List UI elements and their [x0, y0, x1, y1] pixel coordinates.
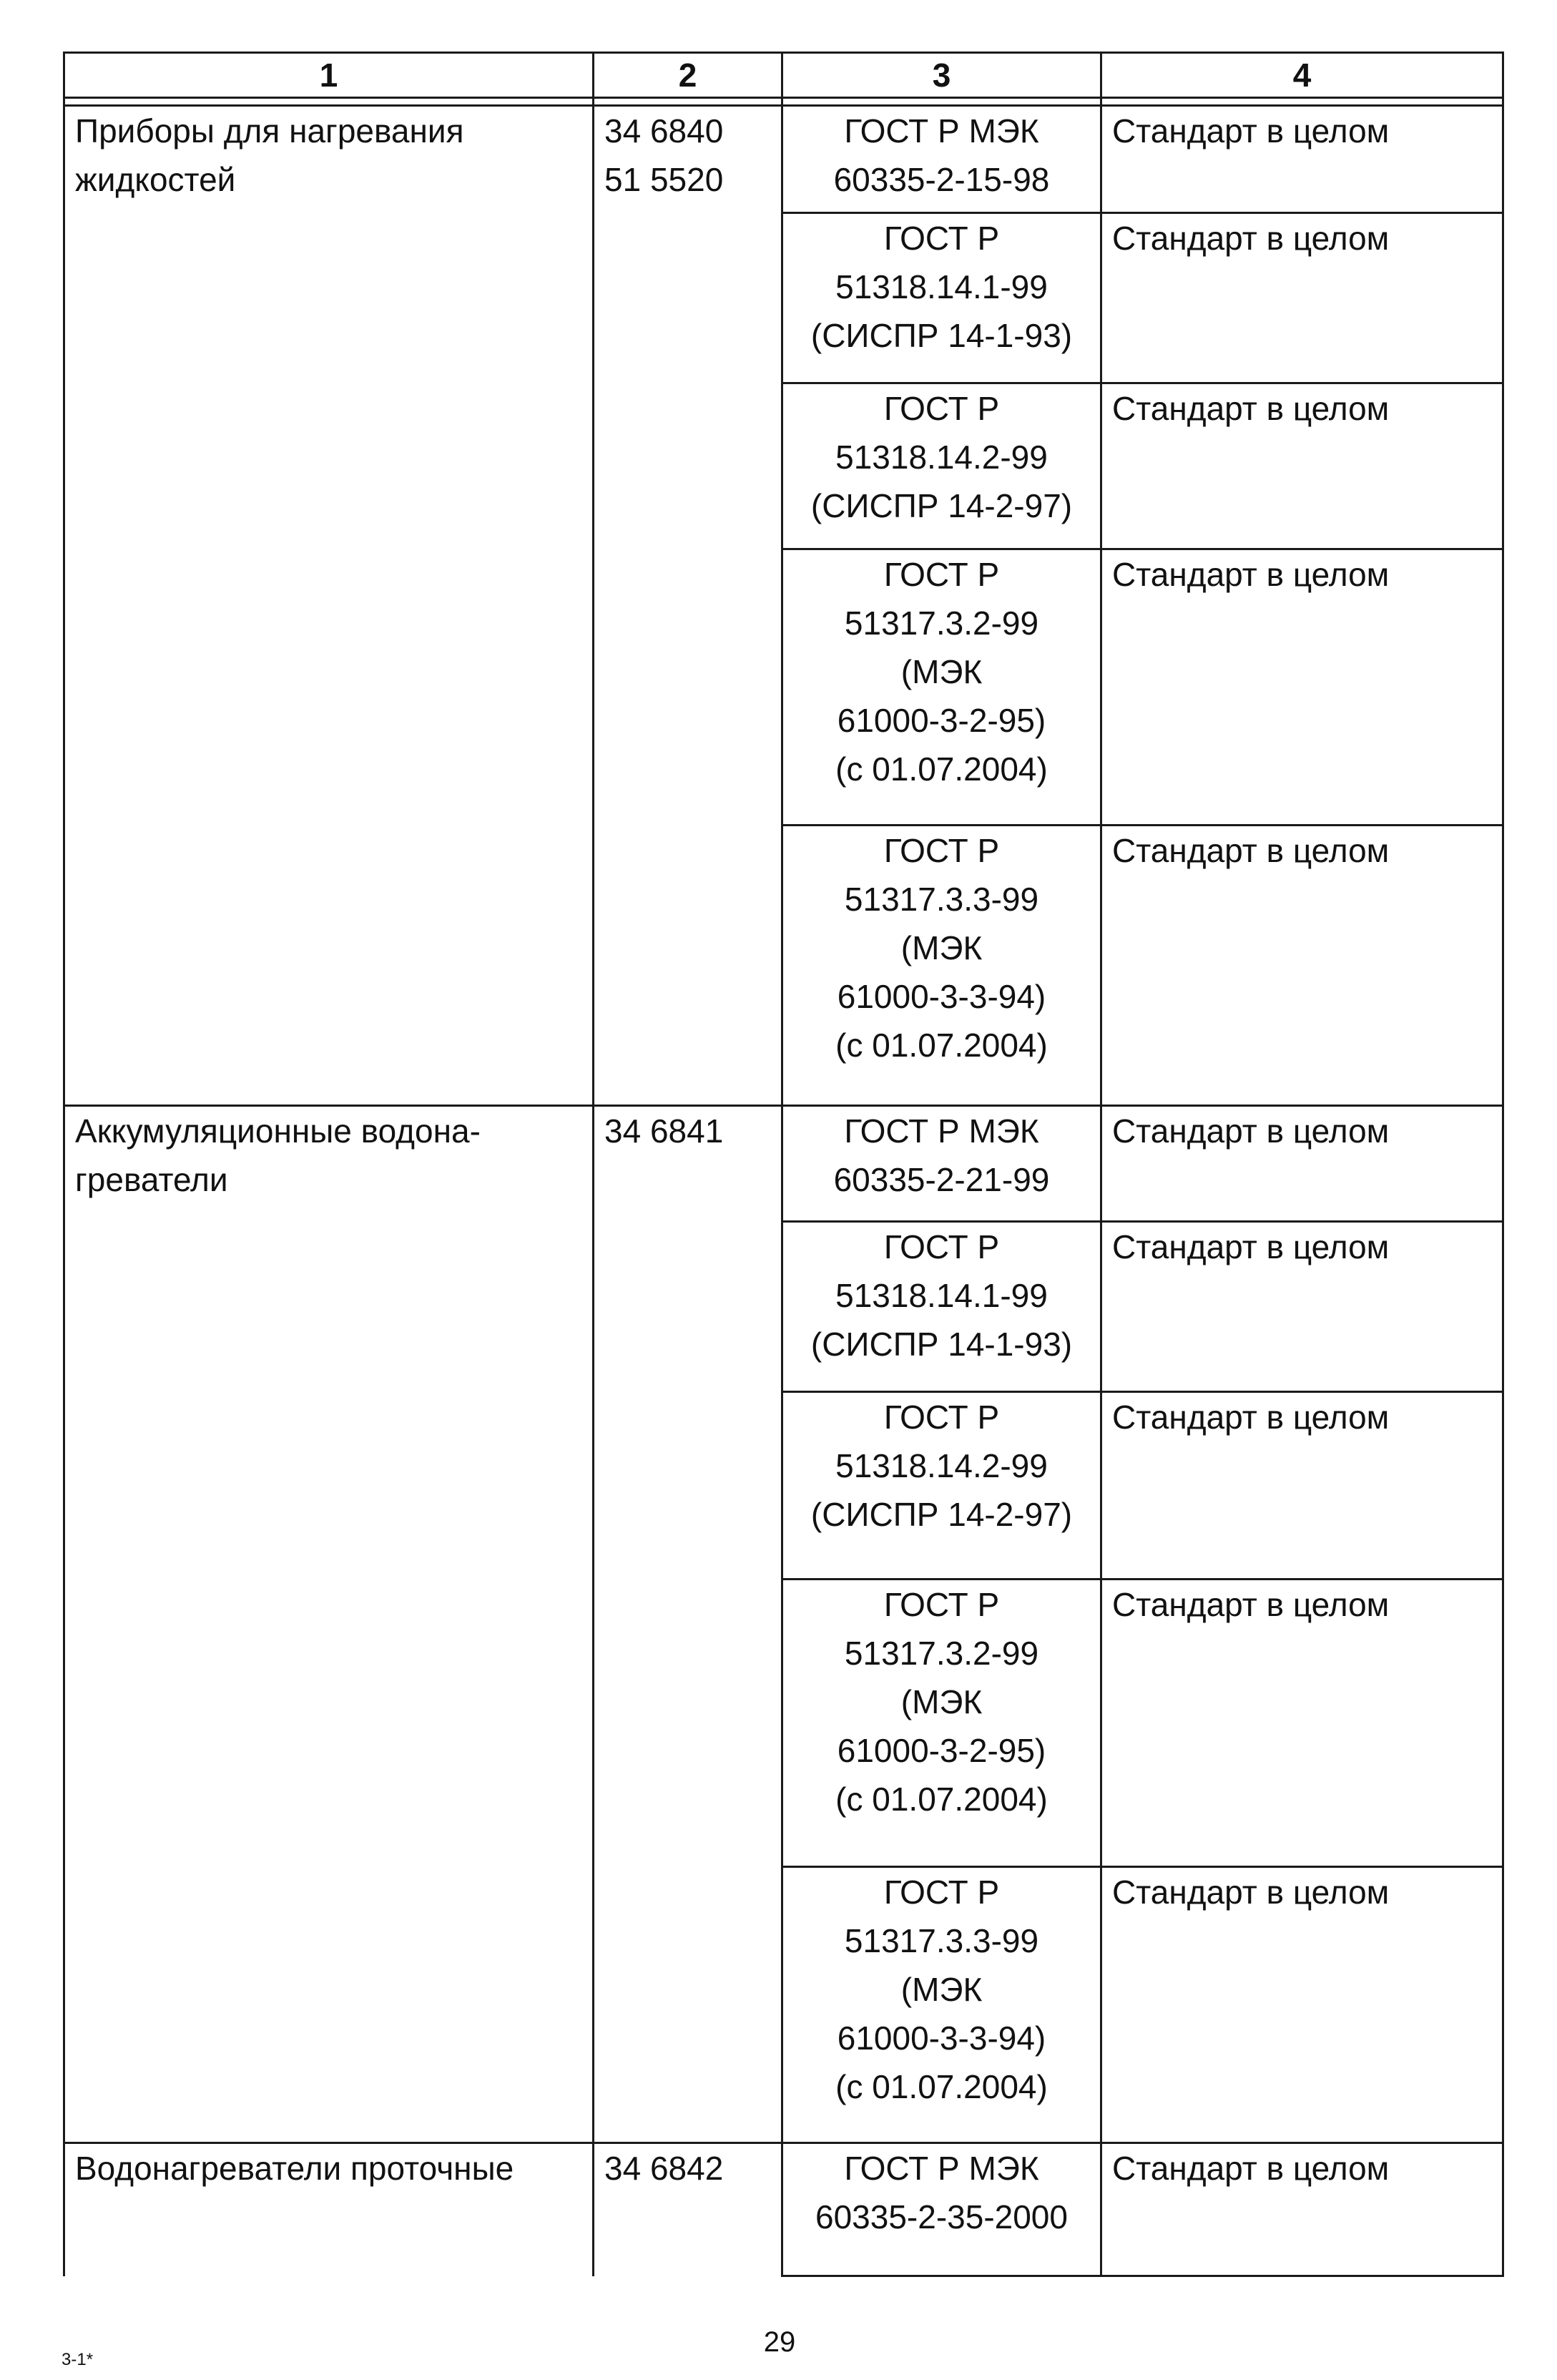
standards-table — [63, 52, 1504, 2277]
standard-cell: ГОСТ Р 51317.3.3-99 (МЭК 61000-3-3-94) (с 01.07.2004) — [782, 826, 1101, 1106]
scope-cell: Стандарт в целом — [1101, 106, 1503, 213]
product-code-cell: 34 6840 51 5520 — [594, 106, 782, 1106]
header-col-1: 1 — [64, 53, 594, 98]
standard-cell: ГОСТ Р МЭК 60335-2-35-2000 — [782, 2143, 1101, 2276]
scope-cell: Стандарт в целом — [1101, 383, 1503, 549]
product-code-cell: 34 6842 — [594, 2143, 782, 2276]
table-row — [64, 1106, 1503, 1222]
scope-cell: Стандарт в целом — [1101, 549, 1503, 826]
scope-cell: Стандарт в целом — [1101, 1222, 1503, 1392]
standard-cell: ГОСТ Р 51318.14.1-99 (СИСПР 14-1-93) — [782, 1222, 1101, 1392]
header-col-4: 4 — [1101, 53, 1503, 98]
standard-cell: ГОСТ Р 51317.3.2-99 (МЭК 61000-3-2-95) (с 01.07.2004) — [782, 549, 1101, 826]
standard-cell: ГОСТ Р 51317.3.3-99 (МЭК 61000-3-3-94) (с 01.07.2004) — [782, 1867, 1101, 2143]
scope-cell: Стандарт в целом — [1101, 213, 1503, 383]
scope-cell: Стандарт в целом — [1101, 826, 1503, 1106]
standard-cell: ГОСТ Р МЭК 60335-2-21-99 — [782, 1106, 1101, 1222]
product-name-cell: Водонагреватели проточные — [64, 2143, 594, 2276]
header-separator — [64, 98, 1503, 106]
page-number: 29 — [763, 2326, 796, 2358]
scope-cell: Стандарт в целом — [1101, 1580, 1503, 1867]
signature-mark: 3-1* — [62, 2350, 94, 2369]
header-col-3: 3 — [782, 53, 1101, 98]
scope-cell: Стандарт в целом — [1101, 1392, 1503, 1580]
standard-cell: ГОСТ Р МЭК 60335-2-15-98 — [782, 106, 1101, 213]
header-col-2: 2 — [594, 53, 782, 98]
product-code-cell: 34 6841 — [594, 1106, 782, 2143]
table-row — [64, 106, 1503, 213]
standard-cell: ГОСТ Р 51318.14.2-99 (СИСПР 14-2-97) — [782, 383, 1101, 549]
standard-cell: ГОСТ Р 51318.14.2-99 (СИСПР 14-2-97) — [782, 1392, 1101, 1580]
product-name-cell: Приборы для нагревания жидкостей — [64, 106, 594, 1106]
scope-cell: Стандарт в целом — [1101, 1106, 1503, 1222]
scope-cell: Стандарт в целом — [1101, 1867, 1503, 2143]
header-row — [64, 53, 1503, 98]
product-name-cell: Аккумуляционные водона- греватели — [64, 1106, 594, 2143]
standard-cell: ГОСТ Р 51317.3.2-99 (МЭК 61000-3-2-95) (с 01.07.2004) — [782, 1580, 1101, 1867]
standard-cell: ГОСТ Р 51318.14.1-99 (СИСПР 14-1-93) — [782, 213, 1101, 383]
scope-cell: Стандарт в целом — [1101, 2143, 1503, 2276]
table-row — [64, 2143, 1503, 2276]
